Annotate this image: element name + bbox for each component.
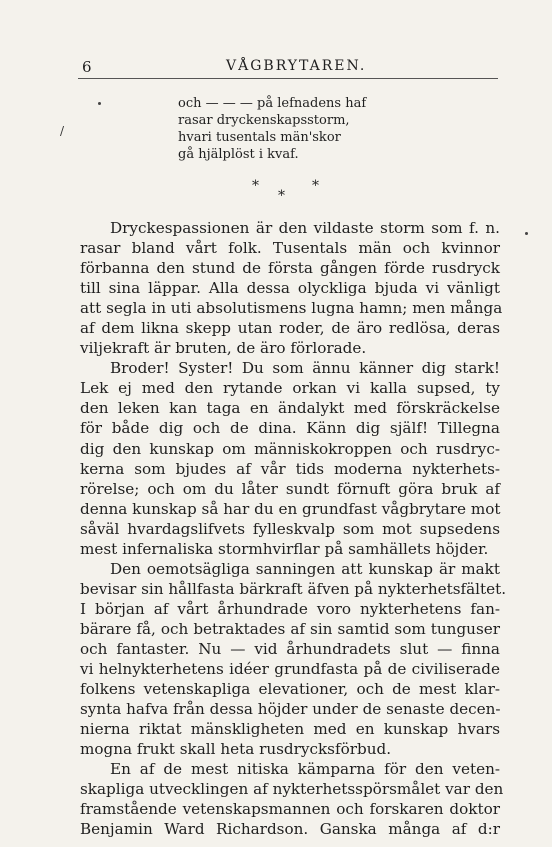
- text-line: vi helnykterhetens idéer grundfasta på de civiliserade: [80, 660, 500, 679]
- text-line: att segla in uti absolutismens lugna hamn; men många: [80, 299, 503, 318]
- text-line: rasar bland vårt folk. Tusentals män och kvinnor: [80, 239, 500, 258]
- text-line: synta hafva från dessa höjder under de senaste decen-: [80, 700, 501, 719]
- text-line: och fantaster. Nu — vid århundradets slut — finna: [80, 639, 500, 658]
- text-line: Den oemotsägliga sanningen att kunskap är makt: [110, 559, 500, 578]
- text-line: mogna frukt skall heta rusdrycksförbud.: [80, 740, 392, 759]
- page-number: 6: [82, 58, 92, 76]
- text-line: dig den kunskap om människokroppen och rusdryc-: [80, 439, 500, 458]
- poem-line: hvari tusentals män'skor: [178, 130, 341, 145]
- text-line: kerna som bjudes af vår tids moderna nykterhets-: [80, 459, 500, 478]
- text-line: I början af vårt århundrade voro nykterhetens fan-: [80, 599, 500, 618]
- body-text: [80, 218, 507, 839]
- text-line: bärare få, och betraktades af sin samtid som tunguser: [80, 619, 500, 638]
- header-rule: [78, 78, 498, 79]
- page-header: [76, 58, 500, 80]
- text-line: mest infernaliska stormhvirflar på samhällets höjder.: [80, 539, 489, 558]
- text-line: Lek ej med den rytande orkan vi kalla supsed, ty: [80, 379, 500, 398]
- asterisk-icon: *: [278, 188, 285, 204]
- text-line: rörelse; och om du låter sundt förnuft göra bruk af: [80, 479, 500, 498]
- text-line: Dryckespassionen är den vildaste storm som f. n.: [110, 219, 500, 237]
- text-line: bevisar sin hållfasta bärkraft äfven på nykterhetsfältet.: [80, 579, 507, 598]
- asterisk-icon: *: [312, 178, 319, 194]
- text-line: Broder! Syster! Du som ännu känner dig stark!: [110, 359, 500, 378]
- poem-line: och — — — på lefnadens haf: [178, 96, 367, 111]
- text-line: för både dig och de dina. Känn dig själf! Tillegna: [80, 419, 500, 438]
- text-line: skapliga utvecklingen af nykterhetsspörsmålet var den: [80, 780, 504, 799]
- print-speck: [98, 102, 101, 105]
- text-line: framstående vetenskapsmannen och forskaren doktor: [80, 800, 500, 819]
- text-line: folkens vetenskapliga elevationer, och de mest klar-: [80, 680, 500, 699]
- text-line: af dem likna skepp utan roder, de äro redlösa, deras: [80, 319, 500, 338]
- text-line: såväl hvardagslifvets fylleskvalp som mot supsedens: [80, 519, 500, 538]
- print-speck: [525, 232, 528, 235]
- asterisk-icon: *: [252, 178, 259, 194]
- text-line: förbanna den stund de första gången förde rusdryck: [80, 259, 500, 278]
- poem-line: gå hjälplöst i kvaf.: [178, 147, 299, 162]
- text-line: den leken kan taga en ändalykt med förskräckelse: [80, 399, 500, 418]
- text-line: denna kunskap så har du en grundfast vågbrytare mot: [80, 499, 501, 518]
- poem-line: rasar dryckenskapsstorm,: [178, 113, 350, 128]
- poem-stanza: [178, 95, 366, 163]
- text-line: Benjamin Ward Richardson. Ganska många af d:r: [80, 820, 500, 839]
- section-separator: [246, 178, 336, 202]
- text-line: En af de mest nitiska kämparna för den veten-: [110, 760, 500, 779]
- text-line: nierna riktat mänskligheten med en kunskap hvars: [80, 720, 500, 739]
- running-title: VÅGBRYTAREN.: [226, 58, 367, 74]
- margin-mark: /: [60, 124, 65, 138]
- text-line: till sina läppar. Alla dessa olyckliga bjuda vi vänligt: [80, 279, 500, 298]
- text-line: viljekraft är bruten, de äro förlorade.: [80, 339, 367, 358]
